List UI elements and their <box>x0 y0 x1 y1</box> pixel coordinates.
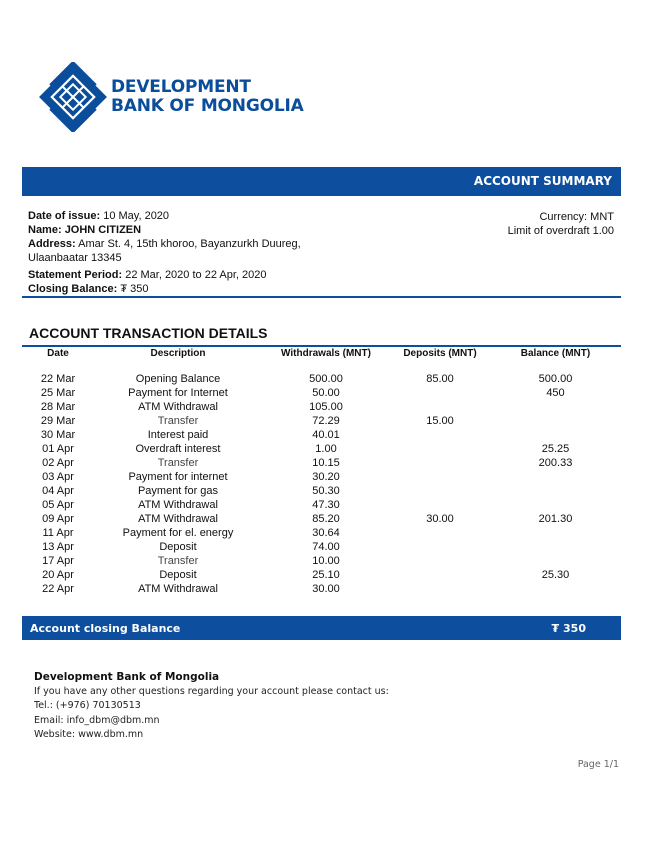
deposit-cell <box>390 582 490 596</box>
description-cell: Transfer <box>157 415 199 427</box>
withdrawal-cell: 30.20 <box>312 471 340 483</box>
table-row <box>22 372 621 386</box>
table-header-row <box>22 348 621 364</box>
description-cell: ATM Withdrawal <box>138 499 218 511</box>
withdrawal-cell: 10.15 <box>312 457 340 469</box>
balance-cell: 201.30 <box>538 513 573 525</box>
deposit-cell <box>390 400 490 414</box>
table-row <box>22 526 621 540</box>
contact-footer <box>34 670 389 743</box>
deposit-cell <box>390 484 490 498</box>
deposit-cell <box>390 470 490 484</box>
closing-balance-value: ₮ 350 <box>120 283 149 295</box>
description-cell: Transfer <box>157 457 199 469</box>
date-cell: 03 Apr <box>42 471 74 483</box>
date-cell: 13 Apr <box>42 541 74 553</box>
date-cell: 02 Apr <box>42 457 74 469</box>
deposit-cell <box>390 456 490 470</box>
balance-cell <box>490 582 621 596</box>
withdrawal-cell: 74.00 <box>312 541 340 553</box>
transactions-table <box>22 348 621 596</box>
description-cell: Transfer <box>157 555 199 567</box>
withdrawal-cell: 40.01 <box>312 429 340 441</box>
table-row <box>22 400 621 414</box>
bank-logo-text <box>111 78 304 116</box>
balance-cell <box>490 554 621 568</box>
description-cell: Payment for internet <box>128 471 228 483</box>
balance-cell <box>490 484 621 498</box>
balance-cell: 450 <box>546 387 565 399</box>
deposit-cell: 15.00 <box>426 415 454 427</box>
description-cell: Payment for el. energy <box>122 527 234 539</box>
account-summary-bar <box>22 167 621 196</box>
deposit-cell: 85.00 <box>426 373 454 385</box>
customer-name-value: JOHN CITIZEN <box>64 224 142 236</box>
overdraft-limit-text: Limit of overdraft 1.00 <box>507 225 614 237</box>
table-row <box>22 386 621 400</box>
withdrawal-cell: 85.20 <box>312 513 340 525</box>
table-row <box>22 582 621 596</box>
deposit-cell <box>390 540 490 554</box>
table-row <box>22 470 621 484</box>
table-row <box>22 540 621 554</box>
balance-cell: 25.25 <box>541 443 570 455</box>
account-summary-title: ACCOUNT SUMMARY <box>473 174 612 188</box>
statement-period-label: Statement Period: <box>28 269 123 281</box>
page-number: Page 1/1 <box>577 759 619 770</box>
description-cell: Payment for gas <box>137 485 219 497</box>
deposit-cell <box>390 442 490 456</box>
deposit-cell: 30.00 <box>426 513 454 525</box>
account-currency-info <box>508 210 614 238</box>
description-cell: Interest paid <box>147 429 209 441</box>
table-row <box>22 568 621 582</box>
bank-logo-icon <box>38 62 108 132</box>
footer-email: Email: info_dbm@dbm.mn <box>34 714 160 726</box>
divider <box>22 296 621 298</box>
balance-cell <box>490 414 621 428</box>
currency-text: Currency: MNT <box>539 211 614 223</box>
closing-balance-bar <box>22 616 621 640</box>
header-date: Date <box>47 348 69 359</box>
withdrawal-cell: 72.29 <box>312 415 340 427</box>
issue-date-value: 10 May, 2020 <box>103 210 170 222</box>
withdrawal-cell: 30.64 <box>312 527 340 539</box>
description-cell: Opening Balance <box>135 373 221 385</box>
date-cell: 05 Apr <box>42 499 74 511</box>
withdrawal-cell: 1.00 <box>315 443 337 455</box>
address-label: Address: <box>28 238 76 250</box>
divider <box>22 345 621 347</box>
withdrawal-cell: 500.00 <box>309 373 343 385</box>
date-cell: 20 Apr <box>42 569 74 581</box>
table-row <box>22 484 621 498</box>
table-row <box>22 554 621 568</box>
date-cell: 25 Mar <box>40 387 76 399</box>
deposit-cell <box>390 386 490 400</box>
date-cell: 04 Apr <box>42 485 74 497</box>
footer-website: Website: www.dbm.mn <box>34 729 144 741</box>
header-deposits: Deposits (MNT) <box>403 348 477 359</box>
account-info <box>28 209 358 296</box>
deposit-cell <box>390 498 490 512</box>
description-cell: Payment for Internet <box>128 387 228 399</box>
date-cell: 22 Apr <box>42 583 74 595</box>
withdrawal-cell: 10.00 <box>312 555 340 567</box>
withdrawal-cell: 30.00 <box>312 583 340 595</box>
closing-balance-label: Closing Balance: <box>28 283 118 295</box>
description-cell: Deposit <box>159 569 197 581</box>
date-cell: 22 Mar <box>40 373 76 385</box>
withdrawal-cell: 25.10 <box>312 569 340 581</box>
description-cell: ATM Withdrawal <box>138 583 218 595</box>
statement-period-value: 22 Mar, 2020 to 22 Apr, 2020 <box>125 269 267 281</box>
withdrawal-cell: 50.00 <box>312 387 340 399</box>
date-cell: 17 Apr <box>42 555 74 567</box>
date-cell: 09 Apr <box>42 513 74 525</box>
description-cell: Overdraft interest <box>135 443 221 455</box>
table-row <box>22 414 621 428</box>
date-cell: 29 Mar <box>40 415 76 427</box>
header-withdrawals: Withdrawals (MNT) <box>281 348 371 359</box>
description-cell: Deposit <box>159 541 197 553</box>
bank-name-line1: DEVELOPMENT <box>111 77 251 97</box>
balance-cell <box>490 498 621 512</box>
customer-name-label: Name: <box>28 224 62 236</box>
date-cell: 11 Apr <box>42 527 74 539</box>
table-row <box>22 442 621 456</box>
address-value: Amar St. 4, 15th khoroo, Bayanzurkh Duureg, Ulaanbaatar 13345 <box>28 238 301 264</box>
balance-cell: 500.00 <box>538 373 573 385</box>
balance-cell <box>490 540 621 554</box>
withdrawal-cell: 50.30 <box>312 485 340 497</box>
date-cell: 01 Apr <box>42 443 74 455</box>
description-cell: ATM Withdrawal <box>138 401 218 413</box>
withdrawal-cell: 105.00 <box>309 401 343 413</box>
table-row <box>22 512 621 526</box>
deposit-cell <box>390 526 490 540</box>
description-cell: ATM Withdrawal <box>138 513 218 525</box>
balance-cell: 200.33 <box>538 457 573 469</box>
deposit-cell <box>390 568 490 582</box>
bank-name-line2: BANK OF MONGOLIA <box>111 96 304 116</box>
account-closing-balance-value: ₮ 350 <box>551 622 586 635</box>
balance-cell <box>490 428 621 442</box>
balance-cell <box>490 526 621 540</box>
footer-bank-name: Development Bank of Mongolia <box>34 671 220 683</box>
account-closing-balance-label: Account closing Balance <box>30 622 181 635</box>
date-cell: 30 Mar <box>40 429 76 441</box>
footer-contact-text: If you have any other questions regarding your account please contact us: <box>34 685 389 697</box>
table-row <box>22 428 621 442</box>
balance-cell <box>490 400 621 414</box>
withdrawal-cell: 47.30 <box>312 499 340 511</box>
deposit-cell <box>390 428 490 442</box>
deposit-cell <box>390 554 490 568</box>
date-cell: 28 Mar <box>40 401 76 413</box>
header-balance: Balance (MNT) <box>520 348 591 359</box>
balance-cell <box>490 470 621 484</box>
footer-telephone: Tel.: (+976) 70130513 <box>34 700 141 712</box>
issue-date-label: Date of issue: <box>28 210 101 222</box>
balance-cell: 25.30 <box>541 569 570 581</box>
table-row <box>22 498 621 512</box>
table-row <box>22 456 621 470</box>
transaction-details-title: ACCOUNT TRANSACTION DETAILS <box>29 325 268 341</box>
header-description: Description <box>150 348 206 359</box>
